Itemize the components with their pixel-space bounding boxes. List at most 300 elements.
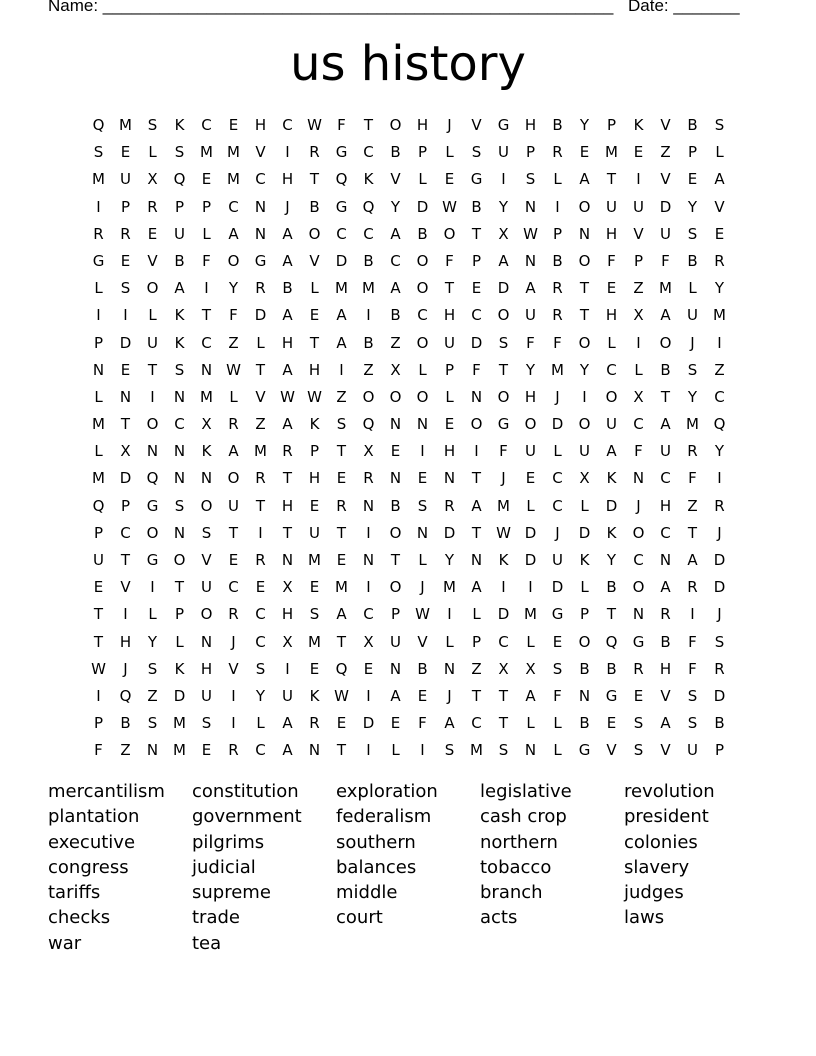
grid-letter: P (687, 143, 698, 162)
grid-letter: T (498, 686, 509, 705)
grid-letter: O (497, 306, 510, 325)
grid-letter: P (552, 224, 563, 243)
grid-letter: J (231, 632, 236, 651)
grid-letter: J (717, 523, 722, 542)
grid-letter: K (498, 551, 509, 569)
grid-letter: F (418, 714, 427, 733)
grid-letter: B (552, 116, 563, 134)
word-list-item: middle (336, 882, 398, 904)
grid-row (85, 166, 733, 193)
grid-letter: C (363, 143, 374, 162)
grid-letter: G (335, 143, 348, 162)
page-title: us history (290, 36, 526, 92)
grid-letter: R (552, 279, 563, 298)
grid-letter: D (605, 496, 618, 515)
word-list (48, 779, 788, 956)
grid-letter: H (605, 306, 618, 325)
grid-letter: G (146, 551, 159, 569)
grid-letter: X (201, 415, 212, 434)
grid-letter: I (501, 578, 506, 597)
word-list-item: checks (48, 907, 111, 929)
grid-letter: C (255, 632, 266, 651)
grid-letter: J (447, 686, 452, 705)
grid-letter: X (120, 442, 131, 461)
grid-letter: R (93, 224, 104, 243)
grid-letter: R (660, 605, 671, 624)
grid-letter: N (308, 741, 321, 760)
grid-letter: I (204, 279, 209, 298)
grid-letter: B (660, 360, 671, 379)
name-label: Name: ______________________________________________________ (48, 0, 614, 15)
grid-letter: B (309, 197, 320, 216)
grid-letter: A (174, 279, 185, 298)
grid-letter: G (632, 632, 645, 651)
grid-letter: C (498, 632, 509, 651)
grid-letter: S (174, 496, 185, 515)
grid-letter: Z (336, 387, 347, 406)
grid-letter: W (307, 116, 322, 134)
grid-letter: P (174, 605, 185, 624)
grid-letter: U (606, 415, 617, 434)
grid-letter: S (687, 360, 698, 379)
grid-letter: E (228, 551, 239, 569)
word-list-item: northern (480, 831, 558, 853)
grid-letter: Z (687, 496, 698, 515)
grid-letter: S (255, 659, 266, 678)
grid-letter: Y (606, 551, 617, 569)
grid-letter: L (175, 632, 184, 651)
grid-letter: W (442, 197, 457, 216)
date-label: Date: _______ (628, 0, 740, 15)
grid-letter: O (524, 415, 537, 434)
grid-letter: M (605, 143, 618, 162)
grid-letter: B (579, 714, 590, 733)
grid-letter: O (470, 415, 483, 434)
grid-letter: X (525, 659, 536, 678)
grid-letter: O (227, 469, 240, 488)
grid-letter: R (714, 496, 725, 515)
grid-letter: J (717, 605, 722, 624)
grid-letter: N (416, 523, 429, 542)
grid-letter: E (120, 251, 131, 270)
grid-letter: R (228, 741, 239, 760)
grid-letter: D (173, 686, 186, 705)
grid-letter: V (660, 741, 671, 760)
grid-letter: I (366, 306, 371, 325)
grid-letter: E (336, 551, 347, 569)
grid-letter: U (201, 578, 212, 597)
grid-letter: N (92, 360, 105, 379)
grid-letter: L (256, 333, 265, 352)
grid-letter: H (200, 659, 213, 678)
grid-letter: G (92, 251, 105, 270)
grid-letter: U (309, 523, 320, 542)
grid-row (85, 574, 733, 601)
grid-letter: N (173, 523, 186, 542)
grid-letter: V (201, 551, 212, 569)
worksheet-header (0, 0, 816, 20)
word-list-item: laws (624, 907, 665, 929)
grid-letter: L (580, 578, 589, 597)
grid-letter: G (335, 197, 348, 216)
grid-letter: B (363, 333, 374, 352)
grid-letter: L (526, 496, 535, 515)
grid-letter: F (202, 251, 211, 270)
grid-letter: E (687, 170, 698, 189)
grid-letter: X (633, 306, 644, 325)
grid-letter: N (389, 659, 402, 678)
grid-letter: B (687, 116, 698, 134)
grid-row (85, 275, 733, 302)
grid-letter: T (498, 360, 509, 379)
grid-letter: A (660, 714, 671, 733)
grid-letter: V (120, 578, 131, 597)
grid-letter: O (578, 333, 591, 352)
grid-letter: F (553, 686, 562, 705)
grid-letter: C (255, 605, 266, 624)
grid-letter: N (578, 686, 591, 705)
grid-letter: E (633, 143, 644, 162)
word-list-item: government (192, 806, 302, 828)
grid-letter: E (309, 578, 320, 597)
grid-letter: U (633, 197, 644, 216)
grid-letter: S (120, 279, 131, 298)
grid-letter: K (174, 306, 185, 325)
grid-letter: H (524, 387, 537, 406)
grid-letter: O (659, 333, 672, 352)
word-list-item: revolution (624, 781, 715, 802)
grid-letter: L (526, 632, 535, 651)
grid-letter: E (120, 143, 131, 162)
grid-letter: S (201, 714, 212, 733)
grid-letter: B (660, 632, 671, 651)
grid-letter: K (174, 659, 185, 678)
grid-letter: C (255, 741, 266, 760)
grid-letter: G (470, 170, 483, 189)
word-list-item: tobacco (480, 856, 552, 878)
grid-row (85, 493, 733, 520)
grid-letter: L (445, 632, 454, 651)
word-list-item: balances (336, 856, 417, 878)
grid-letter: I (636, 170, 641, 189)
grid-letter: G (551, 605, 564, 624)
grid-letter: U (687, 306, 698, 325)
grid-letter: I (690, 605, 695, 624)
grid-letter: U (525, 442, 536, 461)
grid-letter: P (471, 251, 482, 270)
grid-letter: A (444, 714, 455, 733)
grid-letter: A (525, 686, 536, 705)
grid-letter: I (717, 469, 722, 488)
grid-letter: H (281, 605, 294, 624)
grid-letter: M (92, 469, 105, 488)
grid-letter: O (497, 387, 510, 406)
grid-letter: T (93, 605, 104, 624)
grid-letter: V (147, 251, 158, 270)
grid-letter: T (336, 632, 347, 651)
grid-letter: O (389, 387, 402, 406)
grid-letter: M (335, 578, 348, 597)
grid-letter: A (390, 279, 401, 298)
grid-letter: K (363, 170, 374, 189)
grid-letter: N (578, 224, 591, 243)
grid-letter: E (336, 714, 347, 733)
grid-letter: C (390, 251, 401, 270)
grid-letter: R (444, 496, 455, 515)
grid-letter: R (552, 306, 563, 325)
grid-letter: H (281, 170, 294, 189)
grid-letter: T (606, 170, 617, 189)
word-list-item: war (48, 932, 82, 954)
grid-letter: A (282, 415, 293, 434)
grid-letter: R (309, 143, 320, 162)
grid-letter: W (226, 360, 241, 379)
grid-letter: P (120, 496, 131, 515)
grid-letter: S (336, 415, 347, 434)
grid-letter: L (310, 279, 319, 298)
grid-letter: E (606, 714, 617, 733)
grid-letter: L (607, 333, 616, 352)
grid-letter: D (443, 523, 456, 542)
grid-row (85, 601, 733, 628)
grid-letter: E (390, 714, 401, 733)
grid-letter: M (308, 632, 321, 651)
grid-letter: A (390, 686, 401, 705)
grid-letter: J (123, 659, 128, 678)
grid-letter: P (93, 333, 104, 352)
grid-letter: E (309, 306, 320, 325)
grid-letter: A (471, 578, 482, 597)
grid-letter: T (498, 714, 509, 733)
grid-letter: A (282, 251, 293, 270)
grid-letter: T (147, 360, 158, 379)
grid-letter: L (148, 605, 157, 624)
grid-letter: N (200, 632, 213, 651)
word-list-item: court (336, 907, 383, 929)
grid-letter: L (553, 741, 562, 760)
grid-letter: Z (390, 333, 401, 352)
grid-letter: R (714, 659, 725, 678)
grid-letter: T (471, 686, 482, 705)
grid-letter: S (147, 116, 158, 134)
grid-letter: H (443, 306, 456, 325)
word-list-item: tea (192, 932, 222, 954)
grid-letter: C (363, 605, 374, 624)
grid-letter: C (471, 306, 482, 325)
grid-letter: B (282, 279, 293, 298)
grid-letter: E (633, 686, 644, 705)
grid-letter: X (282, 578, 293, 597)
grid-letter: H (281, 333, 294, 352)
grid-letter: H (416, 116, 429, 134)
grid-letter: D (335, 251, 348, 270)
grid-letter: S (444, 741, 455, 760)
grid-letter: S (174, 360, 185, 379)
grid-letter: D (713, 686, 726, 705)
grid-letter: S (201, 523, 212, 542)
grid-letter: X (498, 659, 509, 678)
grid-letter: T (606, 605, 617, 624)
grid-letter: I (150, 578, 155, 597)
grid-letter: T (336, 741, 347, 760)
word-list-item: branch (480, 882, 543, 904)
grid-letter: I (582, 387, 587, 406)
grid-letter: O (389, 578, 402, 597)
grid-letter: S (525, 170, 536, 189)
grid-letter: Q (173, 170, 186, 189)
grid-letter: T (363, 116, 374, 134)
grid-letter: N (200, 469, 213, 488)
grid-letter: F (499, 442, 508, 461)
grid-letter: K (201, 442, 212, 461)
grid-letter: S (633, 741, 644, 760)
grid-letter: I (366, 578, 371, 597)
grid-letter: C (282, 116, 293, 134)
grid-letter: I (150, 387, 155, 406)
grid-letter: L (580, 496, 589, 515)
grid-letter: P (606, 116, 617, 134)
grid-letter: W (307, 387, 322, 406)
grid-letter: L (715, 143, 724, 162)
grid-letter: Z (363, 360, 374, 379)
grid-letter: I (285, 659, 290, 678)
grid-letter: W (523, 224, 538, 243)
grid-letter: D (497, 279, 510, 298)
grid-letter: O (146, 415, 159, 434)
grid-letter: E (444, 170, 455, 189)
grid-letter: V (390, 170, 401, 189)
grid-letter: P (417, 143, 428, 162)
grid-letter: G (497, 116, 510, 134)
grid-letter: M (173, 741, 186, 760)
grid-letter: N (443, 659, 456, 678)
grid-letter: F (661, 251, 670, 270)
grid-letter: J (420, 578, 425, 597)
grid-letter: U (498, 143, 509, 162)
grid-letter: C (552, 469, 563, 488)
grid-letter: T (120, 551, 131, 569)
grid-letter: M (173, 714, 186, 733)
grid-letter: I (420, 741, 425, 760)
grid-letter: B (417, 659, 428, 678)
grid-letter: W (496, 523, 511, 542)
grid-letter: U (660, 442, 671, 461)
grid-letter: I (447, 605, 452, 624)
grid-letter: H (119, 632, 132, 651)
grid-letter: F (94, 741, 103, 760)
grid-letter: V (633, 224, 644, 243)
grid-letter: B (606, 659, 617, 678)
grid-letter: C (228, 197, 239, 216)
grid-letter: N (173, 442, 186, 461)
grid-letter: S (417, 496, 428, 515)
grid-row (85, 384, 733, 411)
grid-letter: N (146, 741, 159, 760)
grid-letter: B (552, 251, 563, 270)
grid-letter: P (309, 442, 320, 461)
grid-letter: M (254, 442, 267, 461)
grid-letter: E (120, 360, 131, 379)
grid-letter: O (605, 387, 618, 406)
grid-letter: N (389, 469, 402, 488)
grid-letter: O (632, 523, 645, 542)
grid-letter: N (659, 551, 672, 569)
grid-letter: D (524, 523, 537, 542)
grid-letter: Y (714, 442, 725, 461)
grid-letter: X (498, 224, 509, 243)
grid-letter: O (443, 224, 456, 243)
grid-letter: Z (471, 659, 482, 678)
grid-letter: P (471, 632, 482, 651)
grid-letter: O (173, 551, 186, 569)
grid-letter: N (524, 251, 537, 270)
grid-letter: S (714, 116, 725, 134)
grid-letter: O (416, 251, 429, 270)
grid-letter: F (526, 333, 535, 352)
grid-letter: R (255, 279, 266, 298)
grid-letter: P (201, 197, 212, 216)
grid-letter: X (390, 360, 401, 379)
grid-letter: O (389, 116, 402, 134)
grid-letter: O (146, 523, 159, 542)
grid-letter: L (688, 279, 697, 298)
grid-letter: R (228, 605, 239, 624)
grid-letter: O (578, 197, 591, 216)
grid-letter: Q (146, 469, 159, 488)
word-list-item: judges (624, 882, 684, 904)
grid-letter: V (255, 143, 266, 162)
grid-letter: C (363, 224, 374, 243)
grid-letter: L (94, 442, 103, 461)
grid-letter: C (606, 360, 617, 379)
grid-letter: D (416, 197, 429, 216)
grid-letter: N (524, 741, 537, 760)
grid-letter: I (96, 306, 101, 325)
grid-letter: T (471, 224, 482, 243)
word-list-item: supreme (192, 882, 271, 904)
grid-letter: A (498, 251, 509, 270)
grid-letter: E (363, 659, 374, 678)
grid-letter: D (470, 333, 483, 352)
grid-letter: A (336, 605, 347, 624)
grid-letter: M (524, 605, 537, 624)
grid-letter: N (254, 197, 267, 216)
grid-letter: N (173, 387, 186, 406)
grid-letter: X (147, 170, 158, 189)
word-list-item: executive (48, 831, 136, 853)
word-list-item: trade (192, 907, 240, 929)
grid-row (85, 112, 733, 139)
grid-letter: B (687, 251, 698, 270)
grid-letter: Y (525, 360, 536, 379)
grid-letter: N (524, 197, 537, 216)
grid-letter: U (687, 741, 698, 760)
grid-letter: I (636, 333, 641, 352)
grid-letter: U (228, 496, 239, 515)
grid-letter: J (555, 387, 560, 406)
grid-letter: N (362, 551, 375, 569)
grid-letter: N (632, 605, 645, 624)
grid-letter: M (200, 143, 213, 162)
grid-letter: A (282, 306, 293, 325)
grid-letter: D (362, 714, 375, 733)
grid-letter: R (687, 578, 698, 597)
grid-letter: I (231, 714, 236, 733)
grid-letter: M (119, 116, 132, 134)
grid-letter: F (634, 442, 643, 461)
grid-letter: S (498, 741, 509, 760)
word-list-item: exploration (336, 781, 438, 802)
